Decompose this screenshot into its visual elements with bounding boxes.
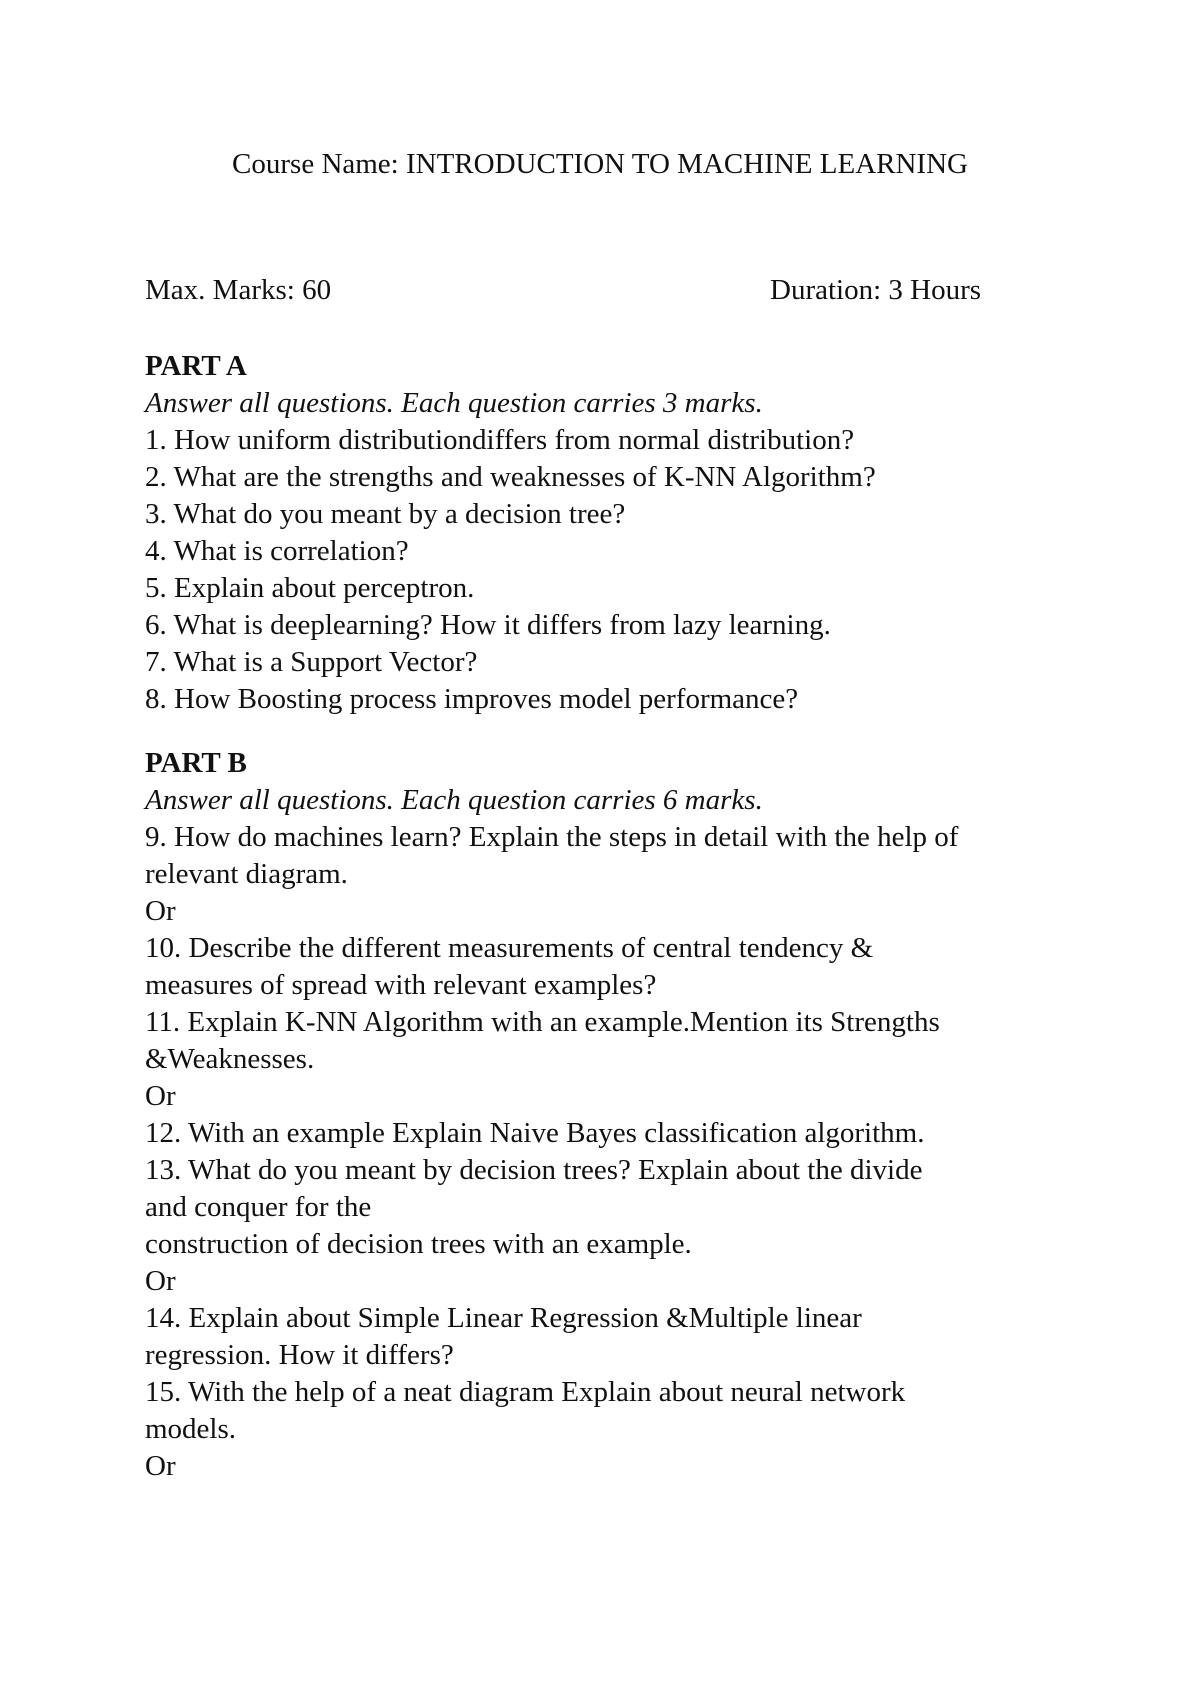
- question-item: 3. What do you meant by a decision tree?: [145, 498, 626, 530]
- or-separator: Or: [145, 1080, 176, 1112]
- question-item: 5. Explain about perceptron.: [145, 572, 475, 604]
- question-line: 14. Explain about Simple Linear Regression &Multiple linear: [145, 1302, 862, 1334]
- question-line: relevant diagram.: [145, 858, 348, 890]
- question-item: 7. What is a Support Vector?: [145, 646, 478, 678]
- question-line: and conquer for the: [145, 1191, 372, 1223]
- question-item: 4. What is correlation?: [145, 535, 409, 567]
- question-item: 1. How uniform distributiondiffers from normal distribution?: [145, 424, 855, 456]
- question-line: measures of spread with relevant examples?: [145, 969, 657, 1001]
- question-line: 15. With the help of a neat diagram Explain about neural network: [145, 1376, 906, 1408]
- question-item: 2. What are the strengths and weaknesses of K-NN Algorithm?: [145, 461, 876, 493]
- exam-meta-row: [145, 272, 1005, 308]
- question-line: 12. With an example Explain Naive Bayes classification algorithm.: [145, 1117, 925, 1149]
- duration-text: Duration: 3 Hours: [770, 274, 982, 306]
- question-line: models.: [145, 1413, 237, 1445]
- part-b-section: [145, 745, 1065, 1485]
- question-line: &Weaknesses.: [145, 1043, 315, 1075]
- part-a-heading: PART A: [145, 350, 247, 382]
- part-a-instruction: Answer all questions. Each question carries 3 marks.: [145, 387, 763, 419]
- question-line: construction of decision trees with an example.: [145, 1228, 692, 1260]
- part-b-heading: PART B: [145, 747, 247, 779]
- part-b-instruction: Answer all questions. Each question carries 6 marks.: [145, 784, 763, 816]
- question-line: 10. Describe the different measurements of central tendency &: [145, 932, 874, 964]
- course-name-title: Course Name: INTRODUCTION TO MACHINE LEARNING: [232, 148, 968, 180]
- question-line: regression. How it differs?: [145, 1339, 454, 1371]
- or-separator: Or: [145, 1265, 176, 1297]
- max-marks-text: Max. Marks: 60: [145, 274, 332, 306]
- question-line: 13. What do you meant by decision trees? Explain about the divide: [145, 1154, 923, 1186]
- question-item: 6. What is deeplearning? How it differs from lazy learning.: [145, 609, 831, 641]
- question-item: 8. How Boosting process improves model performance?: [145, 683, 799, 715]
- or-separator: Or: [145, 895, 176, 927]
- or-separator: Or: [145, 1450, 176, 1482]
- question-line: 9. How do machines learn? Explain the steps in detail with the help of: [145, 821, 959, 853]
- question-line: 11. Explain K-NN Algorithm with an example.Mention its Strengths: [145, 1006, 940, 1038]
- part-a-section: [145, 348, 1065, 718]
